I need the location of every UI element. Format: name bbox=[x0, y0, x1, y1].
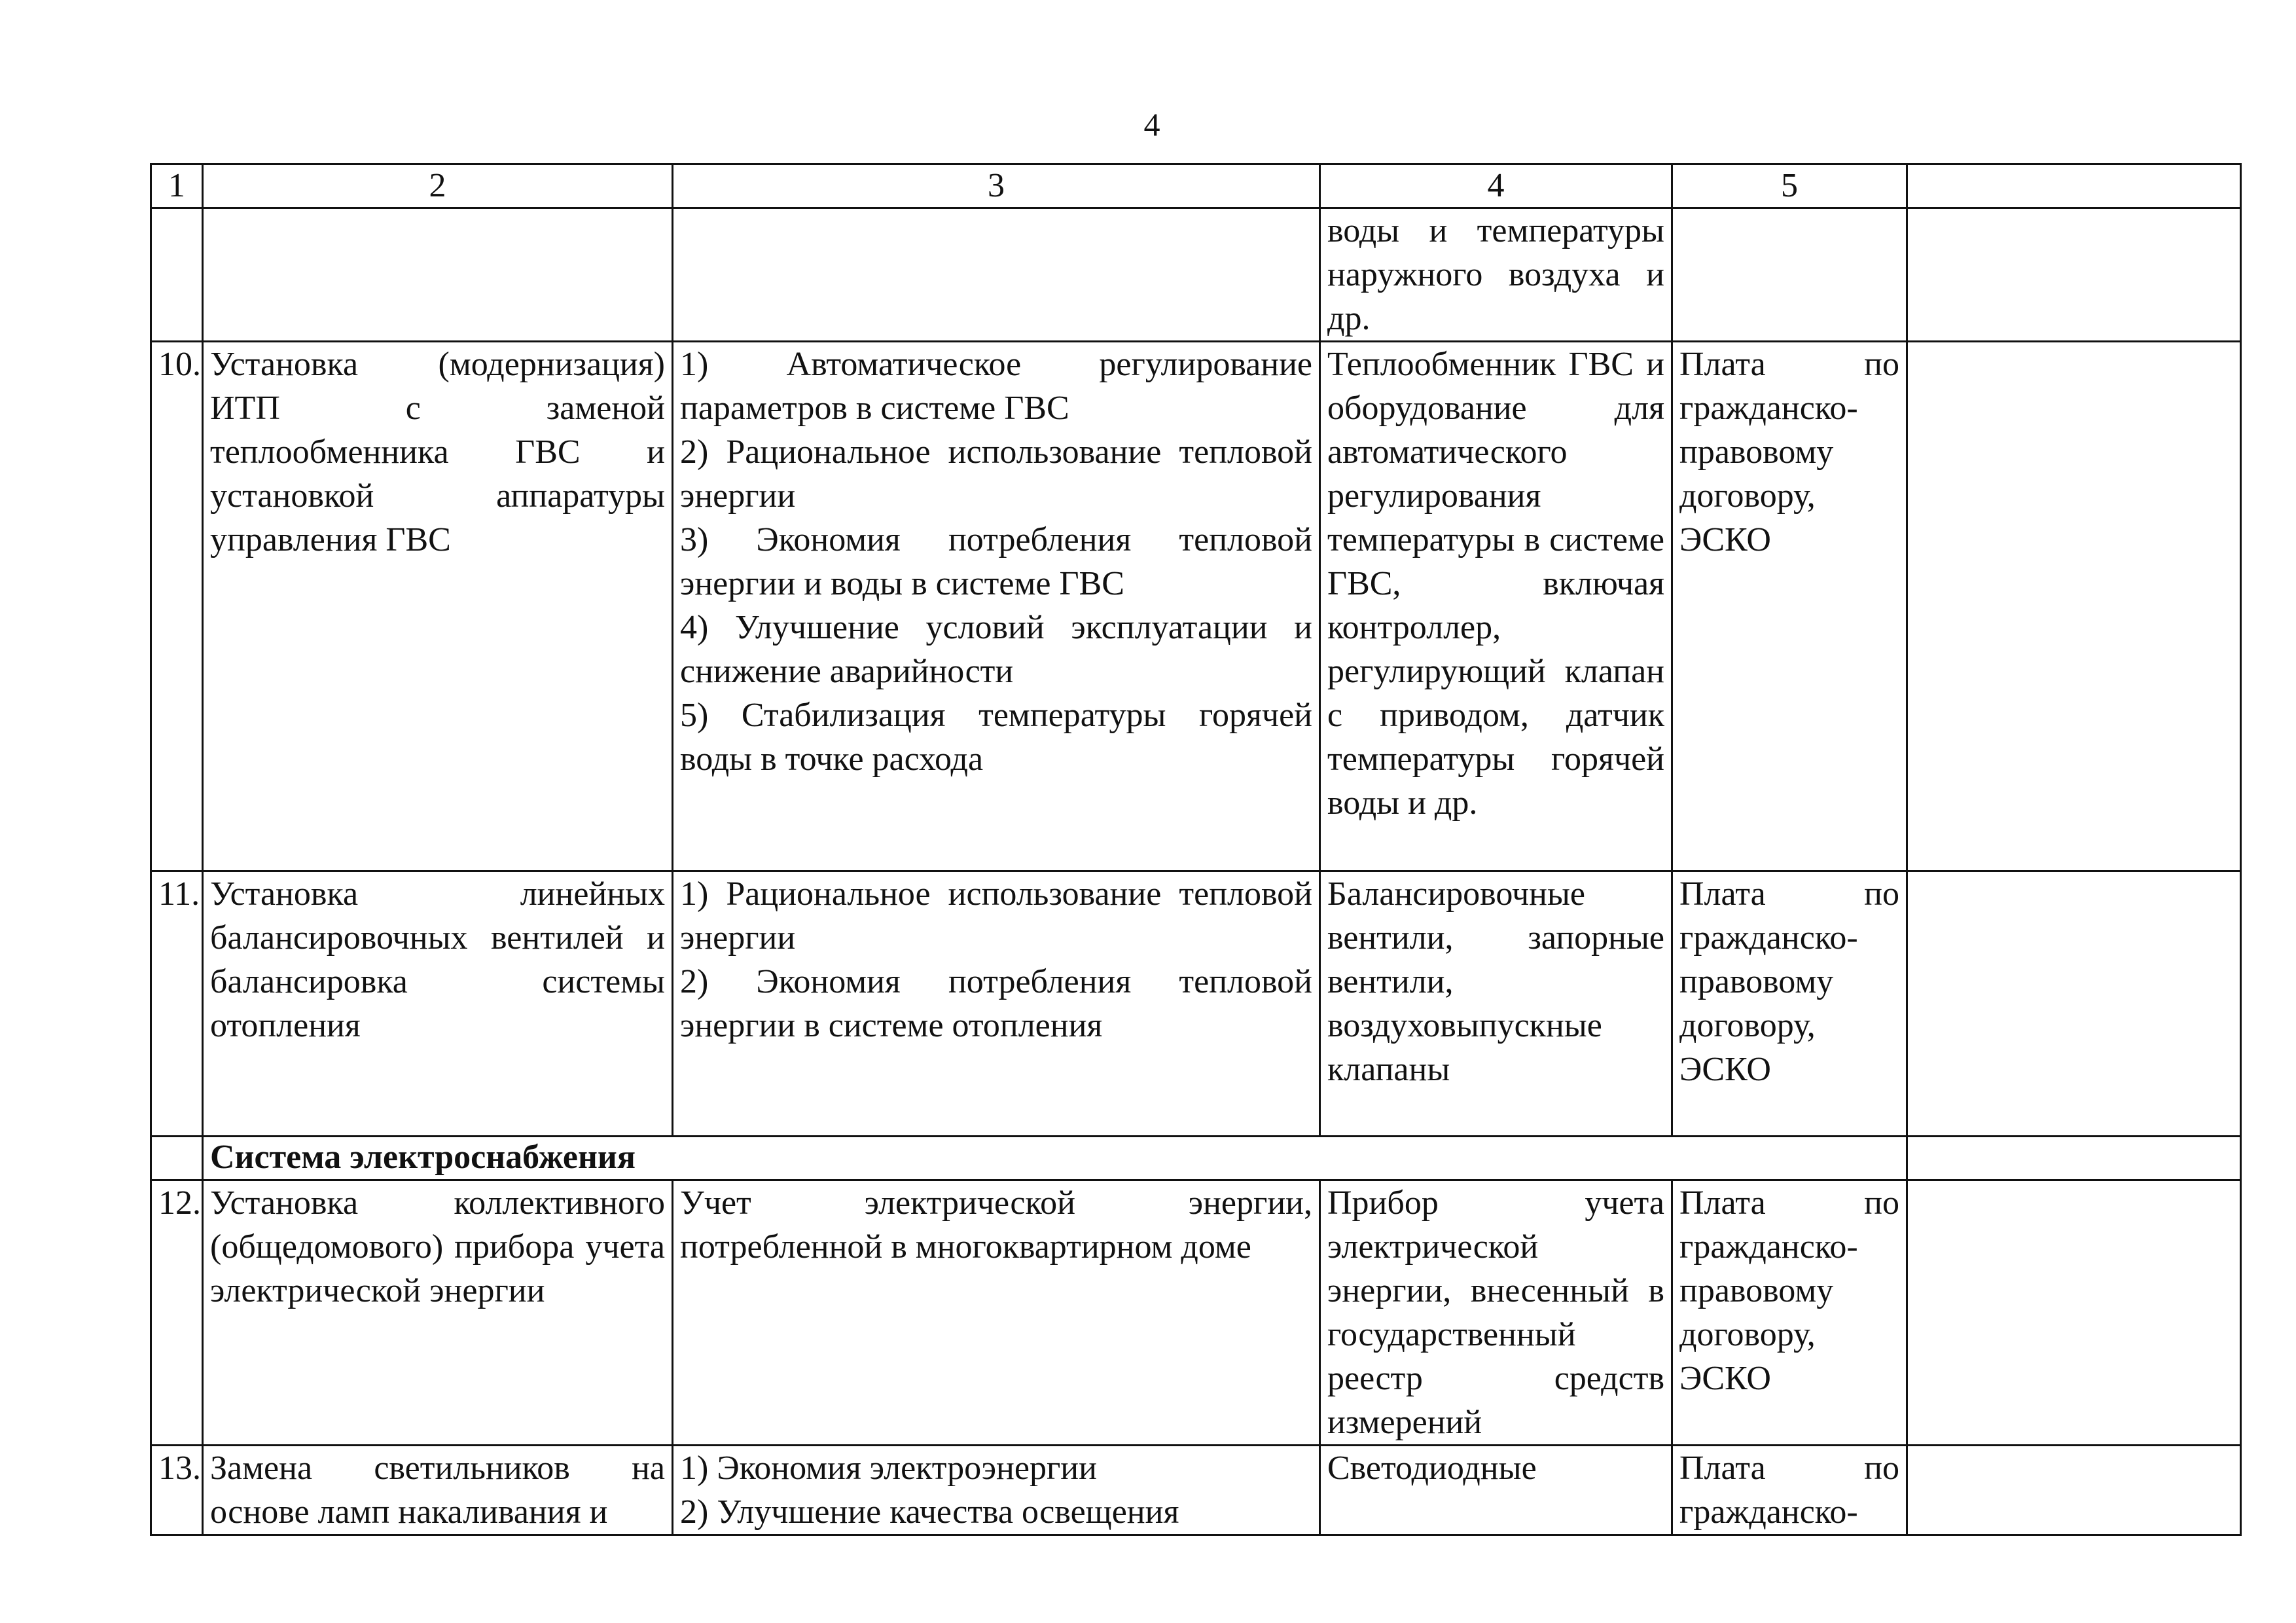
cell-equipment: Теплообменник ГВС и оборудование для автоматического регулирования температуры в системе ГВС, включая контроллер, регулирующий клапан с приводом, датчик температуры горячей воды и др. bbox=[1320, 342, 1672, 871]
cell-equipment: Балансировочные вентили, запорные вентили, воздуховыпускные клапаны bbox=[1320, 871, 1672, 1137]
cell-effects bbox=[673, 871, 1320, 1137]
row-number: 12. bbox=[151, 1180, 203, 1446]
table-header-row bbox=[151, 164, 2241, 208]
cell-financing: Плата по гражданско-правовому договору, ЭСКО bbox=[1672, 1180, 1907, 1446]
effect-item: 1) Экономия электроэнергии bbox=[680, 1450, 1097, 1487]
effect-item: 2) Рациональное использование тепловой энергии bbox=[680, 433, 1312, 515]
cell-extra bbox=[1907, 871, 2241, 1137]
table-row bbox=[151, 342, 2241, 871]
effect-item: 2) Экономия потребления тепловой энергии в системе отопления bbox=[680, 963, 1312, 1044]
effect-item: 1) Рациональное использование тепловой энергии bbox=[680, 875, 1312, 957]
header-col-5: 5 bbox=[1672, 164, 1907, 208]
row-number: 13. bbox=[151, 1446, 203, 1535]
section-title: Система электроснабжения bbox=[203, 1137, 1907, 1180]
cell-measure bbox=[203, 208, 673, 342]
effect-item: 1) Автоматическое регулирование параметров в системе ГВС bbox=[680, 346, 1312, 427]
effect-item: 4) Улучшение условий эксплуатации и снижение аварийности bbox=[680, 609, 1312, 690]
effect-item: 5) Стабилизация температуры горячей воды в точке расхода bbox=[680, 697, 1312, 778]
header-col-2: 2 bbox=[203, 164, 673, 208]
cell-measure: Установка линейных балансировочных вентилей и балансировка системы отопления bbox=[203, 871, 673, 1137]
cell-financing bbox=[1672, 208, 1907, 342]
cell-effects bbox=[673, 342, 1320, 871]
page-number: 4 bbox=[1143, 106, 1160, 143]
cell-effects bbox=[673, 1446, 1320, 1535]
table-row-continuation bbox=[151, 208, 2241, 342]
cell-measure: Установка (модернизация) ИТП с заменой теплообменника ГВС и установкой аппаратуры управления ГВС bbox=[203, 342, 673, 871]
row-number: 10. bbox=[151, 342, 203, 871]
effect-item: Учет электрической энергии, потребленной в многоквартирном доме bbox=[680, 1184, 1312, 1266]
header-col-6 bbox=[1907, 164, 2241, 208]
cell-extra bbox=[1907, 1446, 2241, 1535]
effect-item: 2) Улучшение качества освещения bbox=[680, 1493, 1179, 1531]
cell-financing: Плата по гражданско-правовому договору, ЭСКО bbox=[1672, 342, 1907, 871]
table-row bbox=[151, 1180, 2241, 1446]
cell-extra bbox=[1907, 208, 2241, 342]
row-number: 11. bbox=[151, 871, 203, 1137]
effect-item: 3) Экономия потребления тепловой энергии и воды в системе ГВС bbox=[680, 521, 1312, 602]
cell-financing: Плата по гражданско-правовому договору, ЭСКО bbox=[1672, 871, 1907, 1137]
cell-measure: Установка коллективного (общедомового) прибора учета электрической энергии bbox=[203, 1180, 673, 1446]
cell-extra bbox=[1907, 1137, 2241, 1180]
cell-number bbox=[151, 1137, 203, 1180]
section-row bbox=[151, 1137, 2241, 1180]
cell-financing: Плата по гражданско- bbox=[1672, 1446, 1907, 1535]
header-col-1: 1 bbox=[151, 164, 203, 208]
cell-extra bbox=[1907, 342, 2241, 871]
cell-extra bbox=[1907, 1180, 2241, 1446]
header-col-4: 4 bbox=[1320, 164, 1672, 208]
cell-effects bbox=[673, 208, 1320, 342]
header-col-3: 3 bbox=[673, 164, 1320, 208]
cell-number bbox=[151, 208, 203, 342]
measures-table bbox=[150, 163, 2242, 1536]
cell-measure: Замена светильников на основе ламп накаливания и bbox=[203, 1446, 673, 1535]
table-row bbox=[151, 871, 2241, 1137]
table-row bbox=[151, 1446, 2241, 1535]
cell-equipment: Светодиодные bbox=[1320, 1446, 1672, 1535]
cell-equipment: Прибор учета электрической энергии, внесенный в государственный реестр средств измерений bbox=[1320, 1180, 1672, 1446]
cell-equipment: воды и температуры наружного воздуха и др. bbox=[1320, 208, 1672, 342]
cell-effects bbox=[673, 1180, 1320, 1446]
